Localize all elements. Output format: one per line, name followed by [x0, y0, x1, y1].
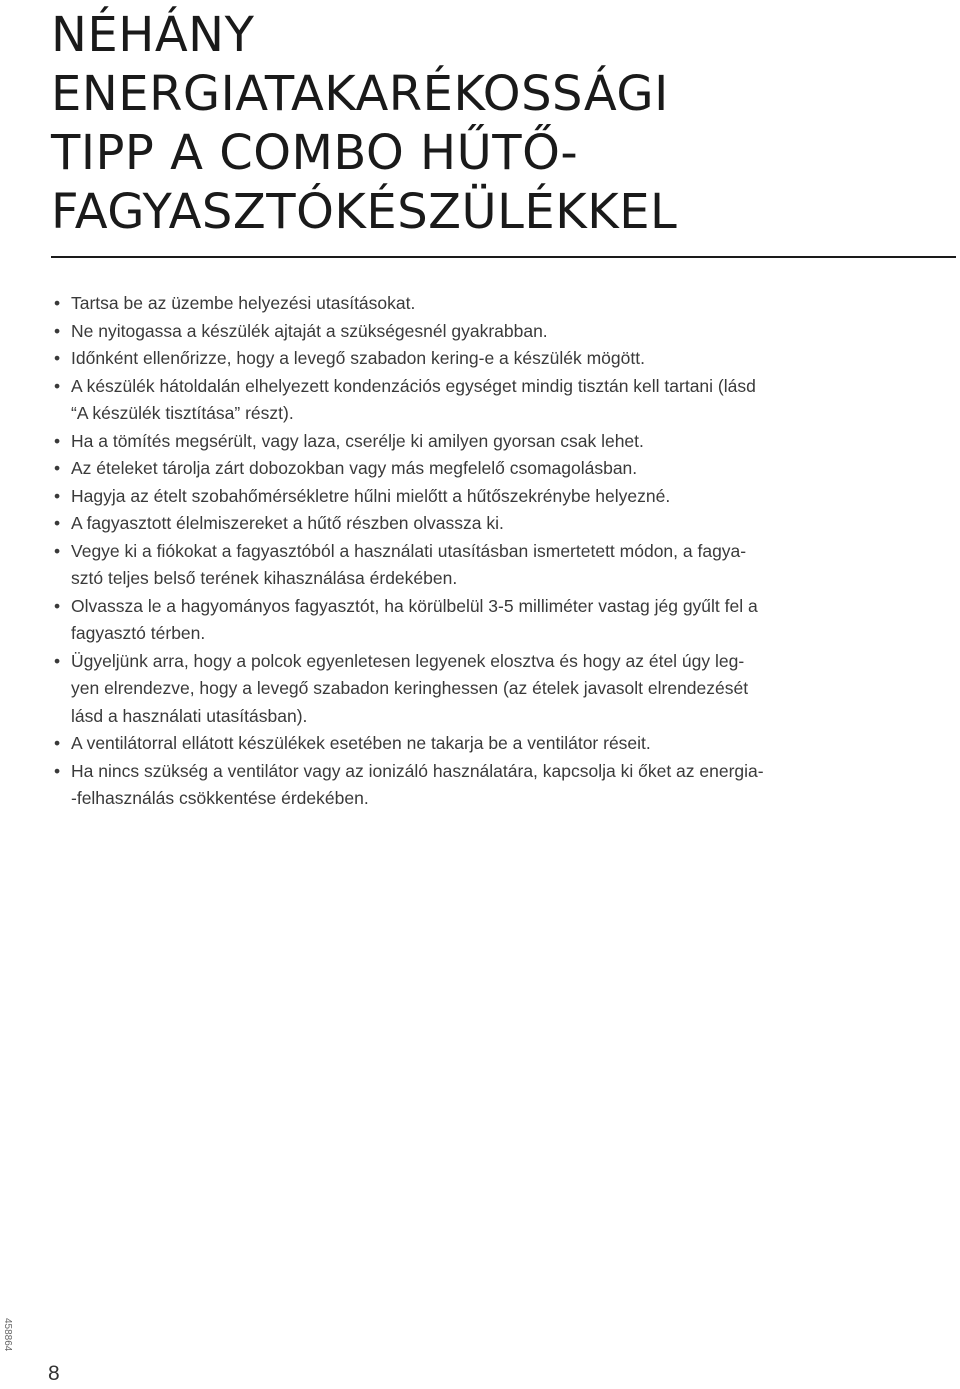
bullet-icon: •: [54, 458, 61, 478]
tip-text-line: Ügyeljünk arra, hogy a polcok egyenletesen legyenek elosztva és hogy az étel úgy leg-: [71, 650, 745, 671]
tip-text-line: Tartsa be az üzembe helyezési utasításokat.: [71, 293, 416, 313]
tip-text-line: fagyasztó térben.: [71, 623, 206, 643]
tip-item: [51, 483, 959, 511]
tip-text-line: Időnként ellenőrizze, hogy a levegő szabadon kering-e a készülék mögött.: [71, 348, 645, 368]
bullet-icon: •: [54, 650, 61, 671]
tip-item: [51, 290, 959, 318]
tip-text-line: yen elrendezve, hogy a levegő szabadon keringhessen (az ételek javasolt elrendezését: [71, 678, 749, 698]
bullet-icon: •: [54, 293, 61, 313]
bullet-icon: •: [54, 485, 61, 506]
tip-item: [51, 538, 959, 593]
tip-text-line: Olvassza le a hagyományos fagyasztót, ha körülbelül 3-5 milliméter vastag jég gyűlt fel a: [71, 595, 758, 616]
document-code: 458864: [2, 1318, 13, 1352]
title-line: NÉHÁNY: [51, 7, 255, 63]
tip-item: [51, 455, 959, 483]
tip-text-line: A készülék hátoldalán elhelyezett kondenzációs egységet mindig tisztán kell tartani (lásd: [71, 375, 756, 396]
page-title: [51, 6, 931, 242]
bullet-icon: •: [54, 595, 61, 616]
bullet-icon: •: [54, 760, 61, 781]
tip-item: [51, 593, 959, 648]
tip-item: [51, 648, 959, 731]
tip-text-line: Ha a tömítés megsérült, vagy laza, cserélje ki amilyen gyorsan csak lehet.: [71, 430, 644, 451]
tip-text-line: “A készülék tisztítása” részt).: [71, 403, 294, 423]
title-line: TIPP A COMBO HŰTŐ-: [51, 125, 579, 181]
bullet-icon: •: [54, 348, 61, 368]
title-line: ENERGIATAKARÉKOSSÁGI: [51, 66, 669, 122]
tips-list: [51, 290, 959, 813]
bullet-icon: •: [54, 540, 61, 561]
tip-item: [51, 373, 959, 428]
tip-text-line: A ventilátorral ellátott készülékek esetében ne takarja be a ventilátor réseit.: [71, 733, 651, 753]
tip-item: [51, 758, 959, 813]
tip-text-line: Hagyja az ételt szobahőmérsékletre hűlni mielőtt a hűtőszekrénybe helyezné.: [71, 485, 671, 506]
bullet-icon: •: [54, 513, 61, 533]
bullet-icon: •: [54, 320, 61, 341]
tip-item: [51, 428, 959, 456]
bullet-icon: •: [54, 733, 61, 753]
page-number: 8: [48, 1362, 60, 1385]
tip-item: [51, 510, 959, 538]
tip-text-line: lásd a használati utasításban).: [71, 705, 308, 726]
tip-text-line: Ne nyitogassa a készülék ajtaját a szükségesnél gyakrabban.: [71, 320, 548, 341]
tip-text-line: -felhasználás csökkentése érdekében.: [71, 788, 369, 808]
tip-text-line: sztó teljes belső terének kihasználása érdekében.: [71, 568, 458, 588]
tip-item: [51, 318, 959, 346]
tip-text-line: Vegye ki a fiókokat a fagyasztóból a használati utasításban ismertetett módon, a fagya-: [71, 540, 747, 561]
tip-text-line: Az ételeket tárolja zárt dobozokban vagy más megfelelő csomagolásban.: [71, 458, 638, 478]
tip-item: [51, 345, 959, 373]
title-line: FAGYASZTÓKÉSZÜLÉKKEL: [51, 184, 678, 240]
bullet-icon: •: [54, 430, 61, 451]
tip-text-line: A fagyasztott élelmiszereket a hűtő részben olvassza ki.: [71, 513, 504, 533]
bullet-icon: •: [54, 375, 61, 396]
title-divider: [51, 256, 956, 258]
tip-text-line: Ha nincs szükség a ventilátor vagy az ionizáló használatára, kapcsolja ki őket az energia-: [71, 760, 764, 781]
tip-item: [51, 730, 959, 758]
